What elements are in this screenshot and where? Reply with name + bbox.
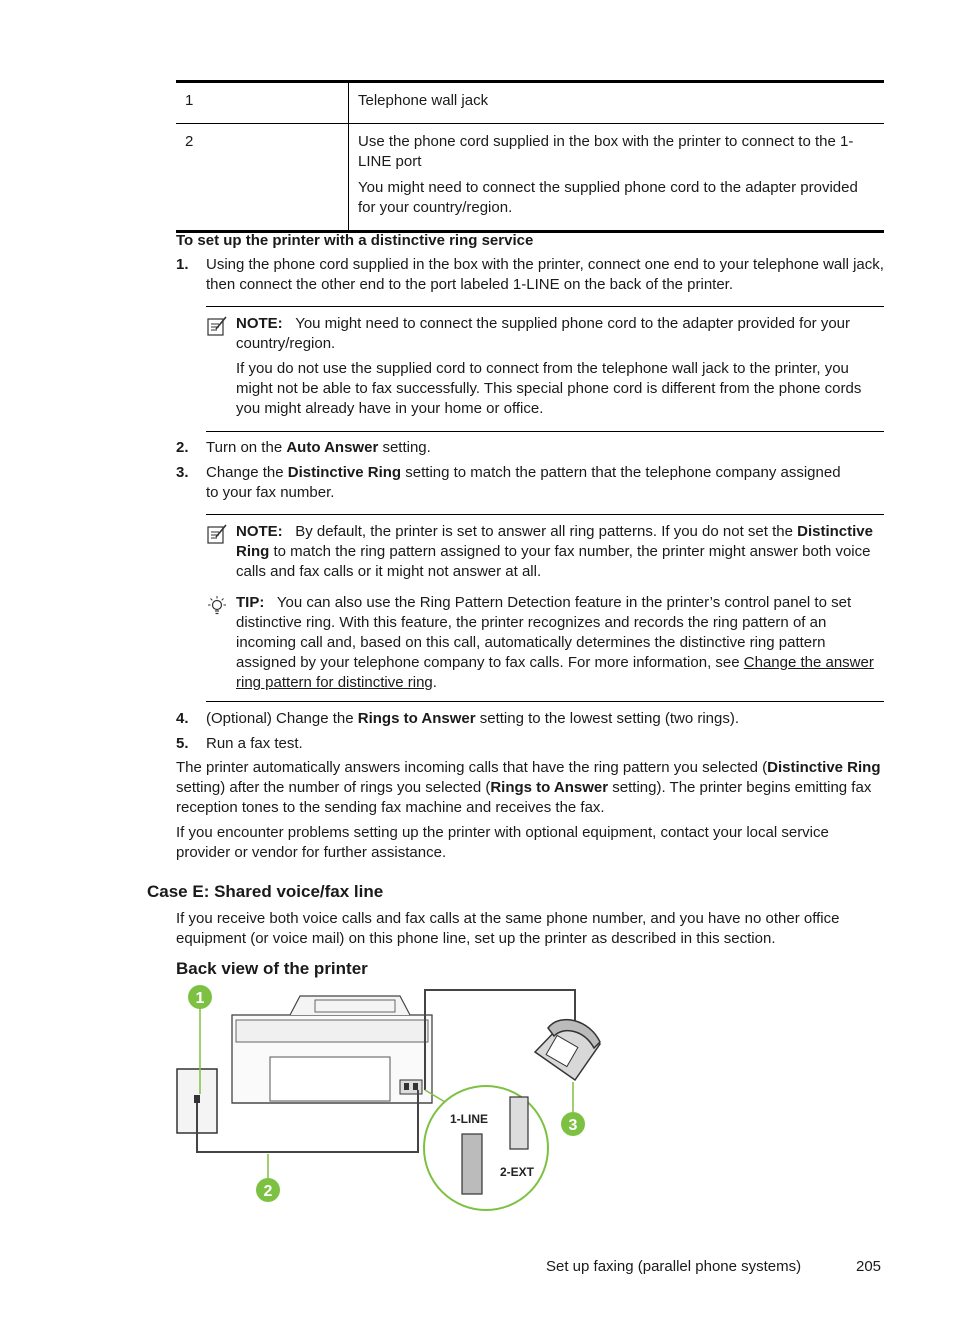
callout-3	[561, 1112, 585, 1136]
step-number: 4.	[176, 710, 189, 727]
step-text: Change the Distinctive Ring setting to match the pattern that the telephone company assigned to your fax number.	[206, 464, 841, 501]
note-tip-box	[206, 514, 884, 702]
section-heading: Case E: Shared voice/fax line	[147, 882, 384, 901]
table-cell-description	[349, 124, 885, 232]
description-text: Telephone wall jack	[358, 92, 489, 109]
lightbulb-icon	[206, 595, 228, 617]
port-zoom-circle	[424, 1086, 548, 1210]
printer	[232, 996, 432, 1103]
port-label-1-line: 1-LINE	[450, 1112, 489, 1126]
svg-text:2: 2	[263, 1183, 273, 1200]
ext-port	[510, 1097, 528, 1149]
svg-text:1: 1	[195, 990, 205, 1007]
description-text: Use the phone cord supplied in the box with the printer to connect to the 1-LINE port	[358, 133, 854, 170]
line-plug	[462, 1134, 482, 1194]
table-cell-number: 1	[176, 82, 349, 124]
step-number: 3.	[176, 464, 189, 481]
setting-name: Auto Answer	[286, 439, 379, 456]
tip-label: TIP:	[236, 594, 265, 611]
body-paragraph: The printer automatically answers incoming calls that have the ring pattern you selected (Distinctive Ring setting) after the number of rings you selected (Rings to Answer setting). The printer begins emitting fax reception tones to the sending fax machine and receives the fax.	[176, 759, 881, 816]
step-number: 2.	[176, 439, 189, 456]
step-text: Run a fax test.	[206, 735, 303, 752]
legend-table	[176, 80, 884, 233]
telephone	[535, 1020, 600, 1080]
table-row	[176, 124, 884, 232]
note-paragraph: If you do not use the supplied cord to connect from the telephone wall jack to the printer, you might not be able to fax successfully. This special phone cord is different from the phone cords you might already have in your home or office.	[236, 360, 862, 417]
note-box	[206, 306, 884, 432]
procedure-heading: To set up the printer with a distinctive ring service	[176, 232, 534, 249]
figure-title: Back view of the printer	[176, 959, 368, 978]
setting-name: Rings to Answer	[357, 710, 476, 727]
callout-1	[188, 985, 212, 1009]
note-text: NOTE: By default, the printer is set to answer all ring patterns. If you do not set the Distinctive Ring to match the ring pattern assigned to your fax number, the printer might answer both voice calls and fax calls or it might not answer at all.	[236, 523, 873, 580]
step-text: (Optional) Change the Rings to Answer setting to the lowest setting (two rings).	[206, 710, 740, 727]
note-icon	[206, 523, 228, 545]
tip-text: TIP: You can also use the Ring Pattern Detection feature in the printer’s control panel to set distinctive ring. With this feature, the printer recognizes and records the ring pattern of an incoming call and, based on this call, automatically determines the distinctive ring pattern assigned by your telephone company to fax calls. For more information, see Change the answer ring pattern for distinctive ring.	[236, 594, 874, 691]
table-row	[176, 82, 884, 124]
table-cell-number: 2	[176, 124, 349, 232]
step-text: Using the phone cord supplied in the box with the printer, connect one end to your telephone wall jack, then connect the other end to the port labeled 1-LINE on the back of the printer.	[206, 256, 884, 293]
step-text: Turn on the Auto Answer setting.	[206, 439, 431, 456]
footer-section-title: Set up faxing (parallel phone systems)	[546, 1258, 802, 1275]
note-label: NOTE:	[236, 523, 283, 540]
step-number: 5.	[176, 735, 189, 752]
printer-back-view-figure	[170, 982, 610, 1212]
page-number: 205	[856, 1258, 882, 1275]
note-body: You might need to connect the supplied phone cord to the adapter provided for your country/region.	[236, 315, 851, 352]
port-label-2-ext: 2-EXT	[500, 1165, 535, 1179]
setting-name: Distinctive Ring	[236, 523, 873, 560]
body-paragraph: If you encounter problems setting up the printer with optional equipment, contact your local service provider or vendor for further assistance.	[176, 824, 829, 861]
note-icon	[206, 315, 228, 337]
section-intro: If you receive both voice calls and fax calls at the same phone number, and you have no other office equipment (or voice mail) on this phone line, set up the printer as described in this section.	[176, 910, 840, 947]
note-text	[236, 314, 881, 419]
step-number: 1.	[176, 256, 189, 273]
ring-pattern-link[interactable]: Change the answer ring pattern for distinctive ring	[236, 654, 874, 691]
description-text: You might need to connect the supplied phone cord to the adapter provided for your country/region.	[358, 179, 858, 216]
callout-2	[256, 1178, 280, 1202]
setting-name: Distinctive Ring	[287, 464, 402, 481]
note-label: NOTE:	[236, 315, 283, 332]
svg-text:3: 3	[568, 1117, 578, 1134]
table-cell-description	[349, 82, 885, 124]
